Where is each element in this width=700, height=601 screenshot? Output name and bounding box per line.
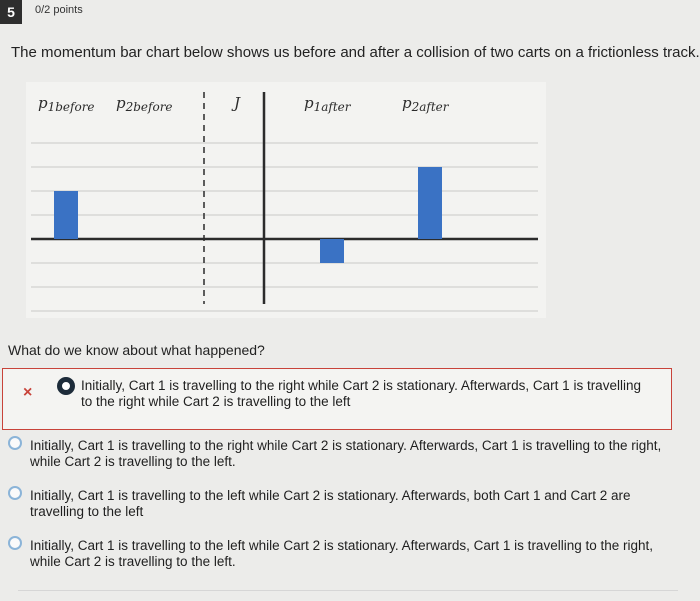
category-label: J <box>234 94 241 112</box>
category-label: $p_{1after}$ <box>304 94 351 114</box>
question-text: What do we know about what happened? <box>8 342 265 358</box>
chart-svg <box>26 82 546 318</box>
radio-selected-icon[interactable] <box>57 377 75 395</box>
choice-1[interactable] <box>2 368 672 430</box>
choice-3-text: Initially, Cart 1 is travelling to the left while Cart 2 is stationary. Afterwards, both Cart 1 and Cart 2 are travelling to the left <box>30 488 631 519</box>
momentum-bar-chart <box>26 82 546 318</box>
divider <box>18 590 678 591</box>
choice-2-text: Initially, Cart 1 is travelling to the right while Cart 2 is stationary. Afterwards, Cart 1 is travelling to the right, while Cart 2 is travelling to the left. <box>30 438 662 469</box>
incorrect-icon: × <box>23 384 33 401</box>
choice-1-text: Initially, Cart 1 is travelling to the right while Cart 2 is stationary. Afterwards, Cart 1 is travelling to the right while Cart 2 is travelling to the left <box>81 378 641 409</box>
bar-p2after <box>418 167 442 239</box>
choice-4[interactable] <box>8 534 678 574</box>
category-label: $p_{1before}$ <box>38 94 95 114</box>
category-label: $p_{2before}$ <box>116 94 173 114</box>
points-label: 0/2 points <box>35 4 83 16</box>
choice-2[interactable] <box>8 434 678 474</box>
choice-4-text: Initially, Cart 1 is travelling to the left while Cart 2 is stationary. Afterwards, Cart 1 is travelling to the right, while Cart 2 is travelling to the left. <box>30 538 654 569</box>
bar-p1before <box>54 191 78 239</box>
question-number: 5 <box>0 0 22 24</box>
radio-icon[interactable] <box>8 486 22 500</box>
category-label: $p_{2after}$ <box>402 94 449 114</box>
bar-p1after <box>320 239 344 263</box>
radio-icon[interactable] <box>8 436 22 450</box>
question-prompt: The momentum bar chart below shows us before and after a collision of two carts on a frictionless track. <box>11 44 700 61</box>
choice-3[interactable] <box>8 484 678 524</box>
radio-icon[interactable] <box>8 536 22 550</box>
